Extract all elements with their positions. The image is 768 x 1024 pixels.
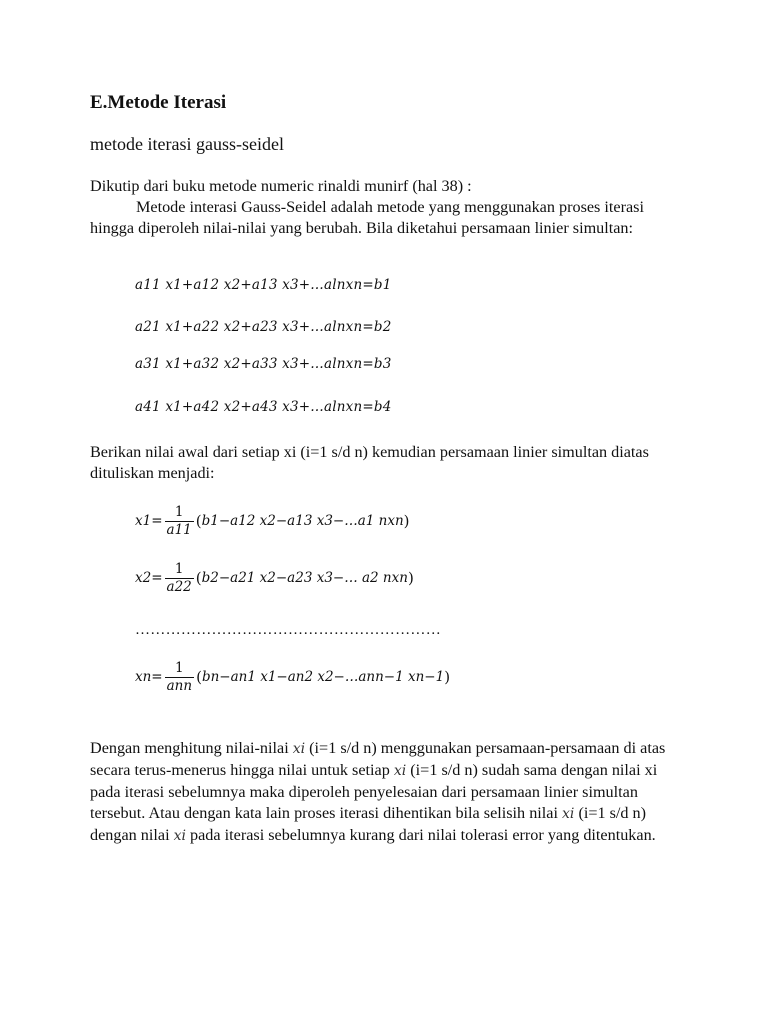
fraction-equation-rhs: b2−a21 x2−a23 x3−… a2 nxn — [201, 570, 408, 586]
paragraph-3-text: (i=1 s/d n) dengan nilai — [90, 804, 647, 844]
paragraph-3 — [90, 738, 690, 847]
paragraph-3-text: pada iterasi sebelumnya kurang dari nilai tolerasi error yang ditentukan. — [185, 826, 656, 844]
paragraph-2: Berikan nilai awal dari setiap xi (i=1 s/d n) kemudian persamaan linier simultan diatas dituliskan menjadi: — [90, 443, 649, 482]
variable-xi: xi — [173, 828, 186, 844]
fraction-equation-1: x1= $\frac{1}{a11}$ ( b1−a12 x2−a13 x3−…a1 nxn ) — [135, 503, 410, 538]
ellipsis-divider: …………………………………………………… — [135, 622, 441, 638]
fraction-equation-rhs: bn−an1 x1−an2 x2−…ann−1 xn−1 — [201, 669, 445, 685]
fraction-equation-lhs: xn= — [135, 669, 163, 685]
equation-2: a21 x1+a22 x2+a23 x3+…alnxn=b2 — [135, 319, 392, 335]
fraction — [165, 660, 194, 695]
paragraph-3-text: Dengan menghitung nilai-nilai — [90, 739, 293, 757]
section-heading: E.Metode Iterasi — [90, 92, 227, 113]
variable-xi: xi — [292, 741, 306, 757]
section-subheading: metode iterasi gauss-seidel — [90, 134, 284, 154]
fraction-equation-rhs: b1−a12 x2−a13 x3−…a1 nxn — [201, 513, 404, 529]
fraction-numerator: 1 — [175, 659, 184, 676]
fraction-numerator: 1 — [174, 560, 184, 577]
intro-line: Dikutip dari buku metode numeric rinaldi munirf (hal 38) : — [90, 177, 472, 195]
intro-body-text: Metode interasi Gauss-Seidel adalah metode yang menggunakan proses iterasi hingga diperoleh nilai-nilai yang berubah. Bila diketahui persamaan linier simultan: — [90, 198, 644, 237]
equation-1: a11 x1+a12 x2+a13 x3+…alnxn=b1 — [135, 277, 392, 293]
fraction-numerator: 1 — [174, 503, 184, 520]
fraction-equation-lhs: x2= — [135, 570, 163, 586]
fraction-denominator: a11 — [166, 521, 192, 538]
fraction — [165, 504, 194, 539]
fraction-equation-n: xn= $\frac{1}{\text{ann}}$ ( bn−an1 x1−an2 x2−…ann−1 xn−1 ) — [135, 659, 451, 694]
intro-paragraph — [90, 176, 690, 239]
equation-4: a41 x1+a42 x2+a43 x3+…alnxn=b4 — [135, 399, 392, 415]
fraction-equation-2: x2= $\frac{1}{a22}$ ( b2−a21 x2−a23 x3−… a2 nxn ) — [135, 560, 414, 595]
intro-body — [90, 197, 690, 239]
fraction-equation-lhs: x1= — [135, 513, 163, 529]
fraction — [165, 561, 194, 596]
paragraph-3-text: (i=1 s/d n) sudah sama dengan nilai xi pada iterasi sebelumnya maka diperoleh penyelesaian dari persamaan linier simultan tersebut. Atau dengan kata lain proses iterasi dihentikan bila selisih nilai — [90, 761, 658, 822]
variable-xi: xi — [562, 806, 575, 822]
fraction-denominator: a22 — [166, 578, 192, 595]
fraction-denominator: ann — [166, 677, 193, 694]
equation-3: a31 x1+a32 x2+a33 x3+…alnxn=b3 — [135, 356, 392, 372]
paragraph-3-text: (i=1 s/d n) menggunakan persamaan-persamaan di atas secara terus-menerus hingga nilai untuk setiap — [90, 739, 666, 779]
variable-xi: xi — [393, 763, 407, 779]
